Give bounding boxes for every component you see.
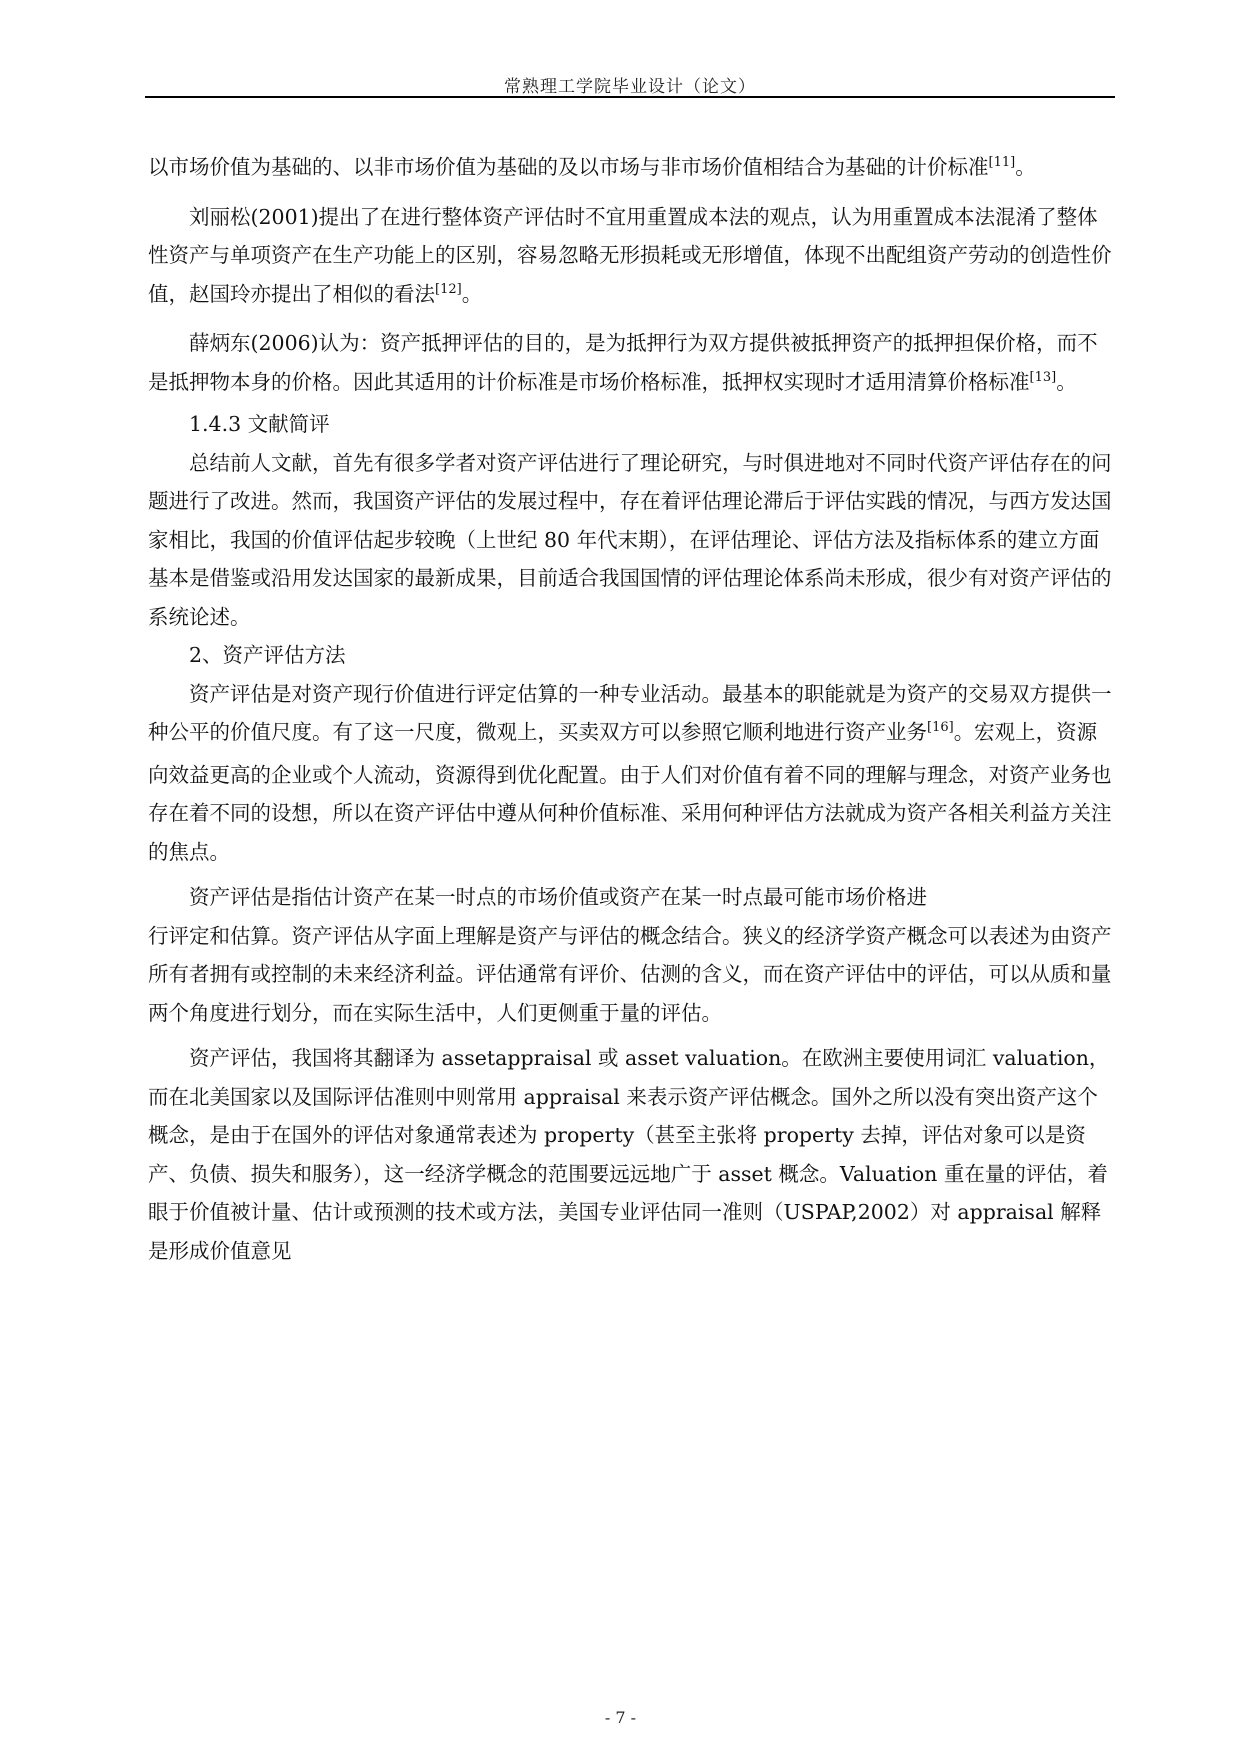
citation-ref: [11]	[988, 155, 1016, 170]
body-text	[148, 148, 1116, 1270]
paragraph-text: 刘丽松(2001)提出了在进行整体资产评估时不宜用重置成本法的观点，认为用重置成本法混淆了整体性资产与单项资产在生产功能上的区别，容易忽略无形损耗或无形增值，体现不出配组资产劳动的创造性价值，赵国玲亦提出了相似的看法	[148, 204, 1112, 306]
paragraph-tail: 。	[1015, 155, 1036, 179]
citation-ref: [12]	[435, 281, 462, 297]
paragraph-tail: 。	[1056, 369, 1077, 394]
paragraph-tail: 。	[461, 281, 483, 306]
paragraph-6-continued: 行评定和估算。资产评估从字面上理解是资产与评估的概念结合。狭义的经济学资产概念可以表述为由资产所有者拥有或控制的未来经济利益。评估通常有评价、估测的含义，而在资产评估中的评估，可以从质和量两个角度进行划分，而在实际生活中，人们更侧重于量的评估。	[148, 923, 1112, 1025]
paragraph-5	[148, 675, 1116, 872]
header-rule	[145, 96, 1115, 98]
paragraph-text: 以市场价值为基础的、以非市场价值为基础的及以市场与非市场价值相结合为基础的计价标准	[148, 155, 989, 179]
paragraph-6: 资产评估是指估计资产在某一时点的市场价值或资产在某一时点最可能市场价格进	[189, 885, 927, 909]
citation-ref: [13]	[1029, 369, 1057, 385]
paragraph-7: 资产评估，我国将其翻译为 assetappraisal 或 asset valuation。在欧洲主要使用词汇 valuation，而在北美国家以及国际评估准则中则常用 appraisal 来表示资产评估概念。国外之所以没有突出资产这个概念，是由于在国外的评估对象通常表述为 property（甚至主张将 property 去掉，评估对象可以是资产、负债、损失和服务），这一经济学概念的范围要远远地广于 asset 概念。Valuation 重在量的评估，着眼于价值被计量、估计或预测的技术或方法，美国专业评估同一准则（USPAP,2002）对 appraisal 解释是形成价值意见	[148, 1046, 1110, 1263]
paragraph-text: 薛炳东(2006)认为：资产抵押评估的目的，是为抵押行为双方提供被抵押资产的抵押担保价格，而不是抵押物本身的价格。因此其适用的计价标准是市场价格标准，抵押权实现时才适用清算价格标准	[148, 331, 1098, 394]
paragraph-4: 总结前人文献，首先有很多学者对资产评估进行了理论研究，与时俱进地对不同时代资产评估存在的问题进行了改进。然而，我国资产评估的发展过程中，存在着评估理论滞后于评估实践的情况，与西方发达国家相比，我国的价值评估起步较晚（上世纪 80 年代末期），在评估理论、评估方法及指标体系的建立方面基本是借鉴或沿用发达国家的最新成果，目前适合我国国情的评估理论体系尚未形成，很少有对资产评估的系统论述。	[148, 450, 1112, 629]
paragraph-1	[148, 148, 1116, 191]
section-heading-2: 2、资产评估方法	[189, 643, 346, 667]
paragraph-tail: 。宏观上，资源向效益更高的企业或个人流动，资源得到优化配置。由于人们对价值有着不同的理解与理念，对资产业务也存在着不同的设想，所以在资产评估中遵从何种价值标准、采用何种评估方法就成为资产各相关利益方关注的焦点。	[148, 720, 1112, 864]
paragraph-3	[148, 324, 1116, 405]
citation-ref: [16]	[927, 720, 954, 735]
section-heading-1-4-3: 1.4.3 文献简评	[189, 412, 330, 436]
running-header: 常熟理工学院毕业设计（论文）	[504, 77, 756, 97]
paragraph-text: 资产评估是对资产现行价值进行评定估算的一种专业活动。最基本的职能就是为资产的交易双方提供一种公平的价值尺度。有了这一尺度，微观上，买卖双方可以参照它顺利地进行资产业务	[148, 681, 1112, 744]
paragraph-2	[148, 198, 1116, 318]
page-number: - 7 -	[604, 1708, 637, 1727]
